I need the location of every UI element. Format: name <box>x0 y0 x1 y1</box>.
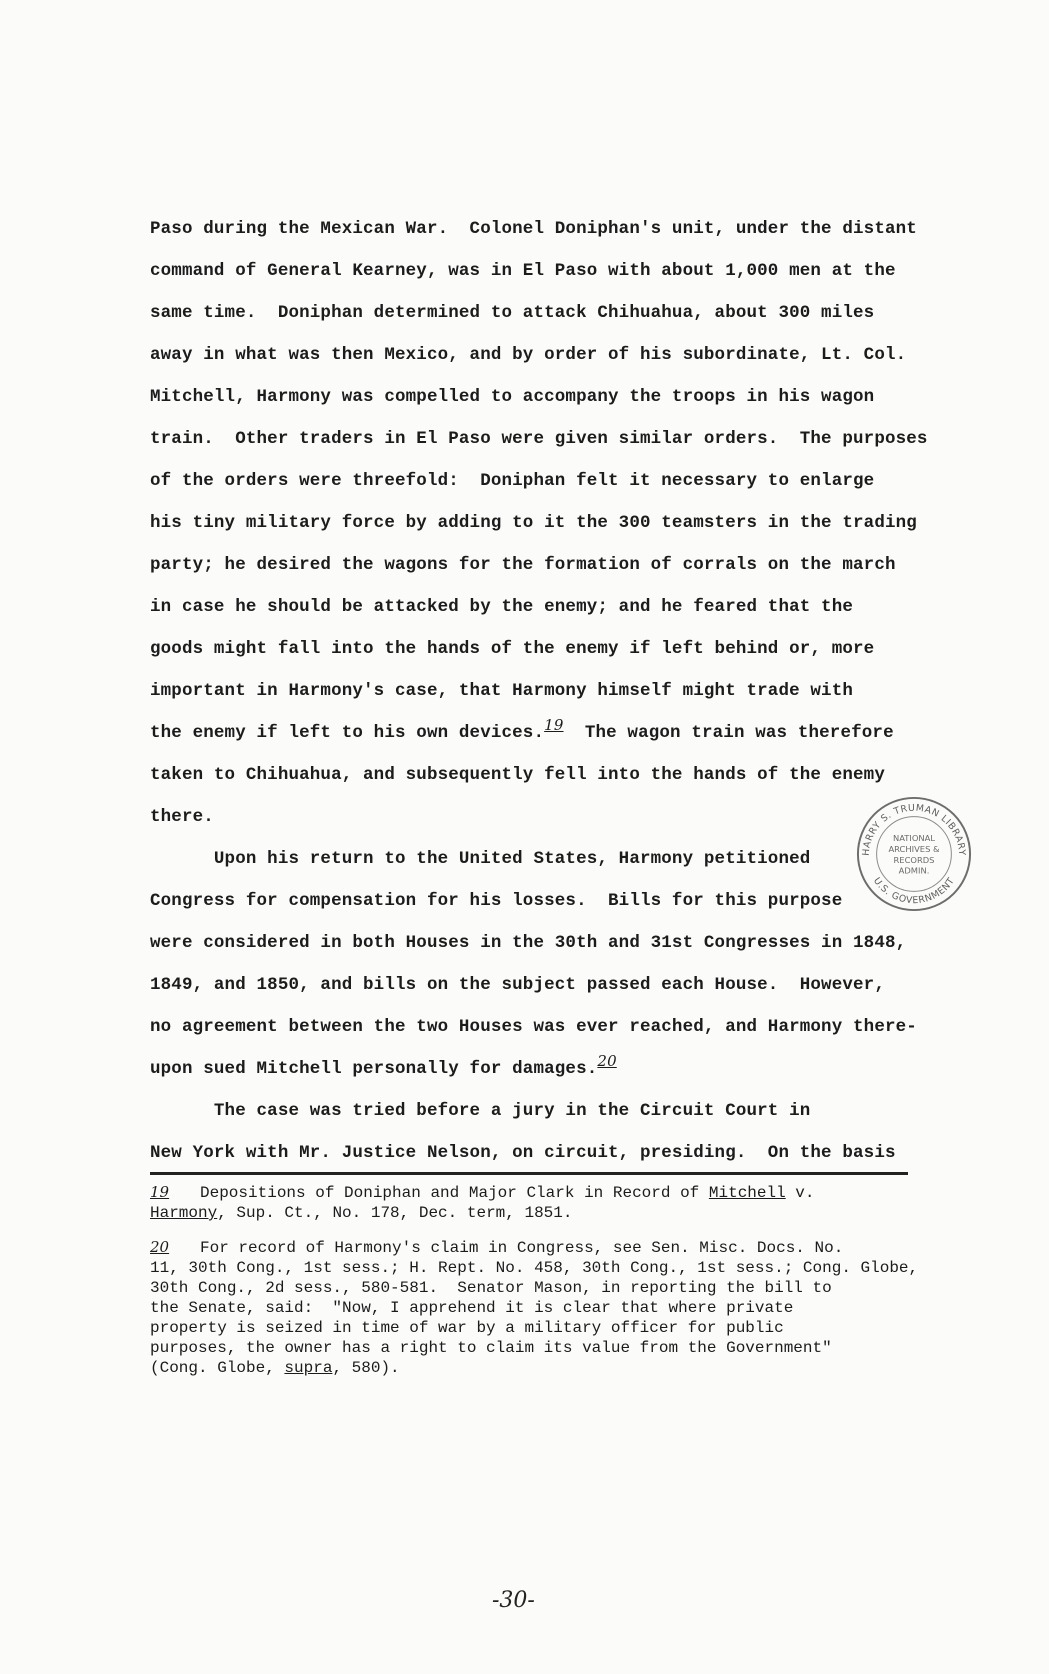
stamp-center-line: ADMIN. <box>898 865 930 876</box>
body-line: The case was tried before a jury in the Circuit Court in <box>150 1101 811 1121</box>
footnote-divider <box>150 1172 908 1175</box>
body-line <box>150 1048 920 1090</box>
footnote-text: , Sup. Ct., No. 178, Dec. term, 1851. <box>217 1204 573 1222</box>
body-line: Congress for compensation for his losses. Bills for this purpose <box>150 891 843 911</box>
footnote-line <box>150 1358 1010 1378</box>
paragraph-1 <box>150 208 928 712</box>
footnote-20 <box>150 1237 1010 1378</box>
archives-stamp <box>855 795 973 913</box>
footnote-19 <box>150 1182 1010 1223</box>
body-line: train. Other traders in El Paso were given similar orders. The purposes <box>150 429 928 449</box>
body-line: in case he should be attacked by the enemy; and he feared that the <box>150 597 854 617</box>
footnote-reference-19[interactable]: 19 <box>544 716 564 735</box>
body-line: away in what was then Mexico, and by order of his subordinate, Lt. Col. <box>150 345 907 365</box>
footnote-text: , 580). <box>332 1359 400 1377</box>
body-line: New York with Mr. Justice Nelson, on circuit, presiding. On the basis <box>150 1143 896 1163</box>
footnote-20-body <box>150 1258 1010 1358</box>
footnote-text: Depositions of Doniphan and Major Clark in Record of <box>200 1184 709 1202</box>
body-line: Upon his return to the United States, Harmony petitioned <box>150 849 811 869</box>
stamp-arc-top-text: HARRY S. TRUMAN LIBRARY <box>860 802 968 857</box>
footnote-text: v. <box>785 1184 815 1202</box>
footnote-line: the Senate, said: "Now, I apprehend it is clear that where private <box>150 1299 794 1317</box>
footnote-line: 30th Cong., 2d sess., 580-581. Senator Mason, in reporting the bill to <box>150 1279 832 1297</box>
body-text <box>150 208 928 1174</box>
stamp-center-line: ARCHIVES & <box>888 844 940 855</box>
body-line: Mitchell, Harmony was compelled to accompany the troops in his wagon <box>150 387 875 407</box>
page-number: -30- <box>492 1588 535 1613</box>
footnote-text: For record of Harmony's claim in Congress, see Sen. Misc. Docs. No. <box>200 1239 844 1257</box>
case-name: Harmony <box>150 1204 218 1222</box>
body-line: there. <box>150 807 214 827</box>
body-line: same time. Doniphan determined to attack Chihuahua, about 300 miles <box>150 303 875 323</box>
body-line: goods might fall into the hands of the enemy if left behind or, more <box>150 639 875 659</box>
case-name: Mitchell <box>708 1184 786 1202</box>
body-line: Paso during the Mexican War. Colonel Doniphan's unit, under the distant <box>150 219 917 239</box>
body-line: important in Harmony's case, that Harmony himself might trade with <box>150 681 854 701</box>
body-line-text: The wagon train was therefore <box>563 723 894 743</box>
stamp-center-line: RECORDS <box>893 854 935 865</box>
body-line: party; he desired the wagons for the formation of corrals on the march <box>150 555 896 575</box>
body-line: 1849, and 1850, and bills on the subject passed each House. However, <box>150 975 885 995</box>
footnote-line: 11, 30th Cong., 1st sess.; H. Rept. No. 458, 30th Cong., 1st sess.; Cong. Globe, <box>150 1259 919 1277</box>
body-line <box>150 712 920 754</box>
footnote-line <box>150 1182 1010 1203</box>
footnote-line <box>150 1203 1010 1223</box>
footnote-text: (Cong. Globe, <box>150 1359 285 1377</box>
body-line-text: the enemy if left to his own devices. <box>150 723 545 743</box>
paragraph-3 <box>150 1090 920 1174</box>
body-line: his tiny military force by adding to it the 300 teamsters in the trading <box>150 513 917 533</box>
footnote-mark: 20 <box>150 1238 170 1256</box>
footnote-mark: 19 <box>150 1183 170 1201</box>
footnotes <box>150 1182 1010 1392</box>
footnote-line <box>150 1237 1010 1258</box>
body-line-text: upon sued Mitchell personally for damages. <box>150 1059 598 1079</box>
footnote-line: property is seized in time of war by a military officer for public <box>150 1319 784 1337</box>
footnote-reference-20[interactable]: 20 <box>597 1052 617 1071</box>
body-line: taken to Chihuahua, and subsequently fell into the hands of the enemy <box>150 765 885 785</box>
citation-supra: supra <box>284 1359 333 1377</box>
body-line: command of General Kearney, was in El Paso with about 1,000 men at the <box>150 261 896 281</box>
body-line: no agreement between the two Houses was ever reached, and Harmony there- <box>150 1017 917 1037</box>
footnote-line: purposes, the owner has a right to claim its value from the Government" <box>150 1339 832 1357</box>
stamp-arc-bottom-text: U.S. GOVERNMENT <box>870 875 958 907</box>
body-line: of the orders were threefold: Doniphan felt it necessary to enlarge <box>150 471 875 491</box>
stamp-center-line: NATIONAL <box>892 833 936 844</box>
body-line: were considered in both Houses in the 30th and 31st Congresses in 1848, <box>150 933 907 953</box>
paragraph-2 <box>150 838 920 1048</box>
